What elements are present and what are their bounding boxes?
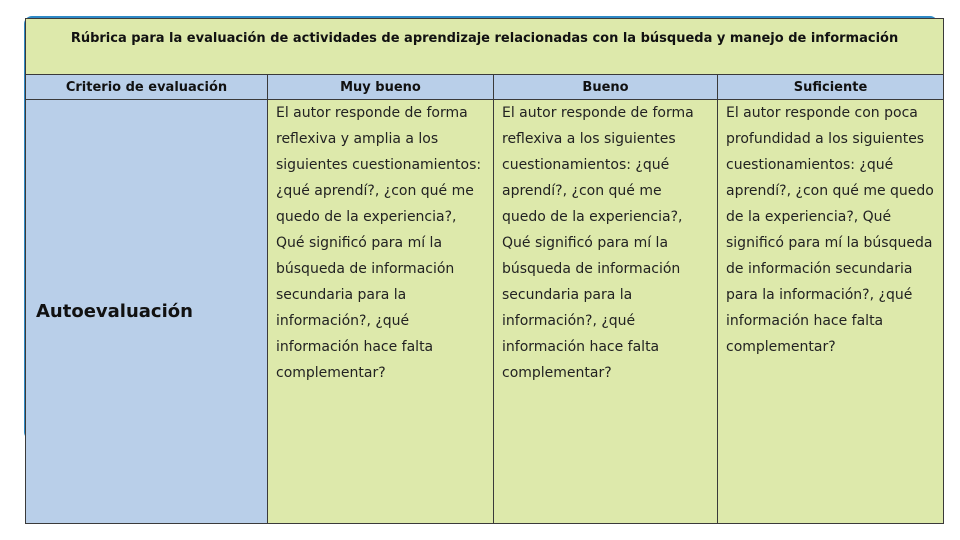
header-muy-bueno: Muy bueno [268, 75, 494, 100]
criterion-autoevaluacion: Autoevaluación [26, 100, 268, 524]
rubric-table [25, 18, 944, 524]
cell-muy-bueno: El autor responde de forma reflexiva y amplia a los siguientes cuestionamientos: ¿qué aprendí?, ¿con qué me quedo de la experiencia?, Qué significó para mí la búsqueda de información secundaria para la información?, ¿qué información hace falta complementar? [268, 100, 494, 524]
rubric-title: Rúbrica para la evaluación de actividades de aprendizaje relacionadas con la búsqueda y manejo de información [26, 19, 944, 75]
header-bueno: Bueno [494, 75, 718, 100]
cell-bueno: El autor responde de forma reflexiva a los siguientes cuestionamientos: ¿qué aprendí?, ¿con qué me quedo de la experiencia?, Qué significó para mí la búsqueda de información secundaria para la información?, ¿qué información hace falta complementar? [494, 100, 718, 524]
cell-suficiente: El autor responde con poca profundidad a los siguientes cuestionamientos: ¿qué aprendí?, ¿con qué me quedo de la experiencia?, Qué significó para mí la búsqueda de información secundaria para la información?, ¿qué información hace falta complementar? [718, 100, 944, 524]
header-suficiente: Suficiente [718, 75, 944, 100]
header-criterio: Criterio de evaluación [26, 75, 268, 100]
title-row [26, 19, 944, 75]
table-row [26, 100, 944, 524]
header-row [26, 75, 944, 100]
